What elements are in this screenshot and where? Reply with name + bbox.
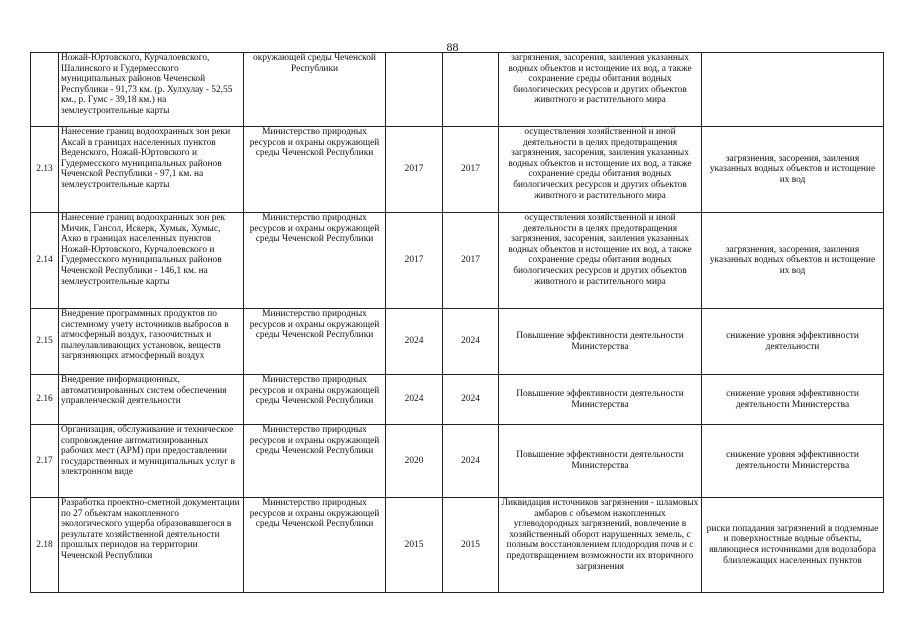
end-year — [443, 53, 499, 127]
expected-result: Повышение эффективности деятельности Министерства — [499, 309, 702, 375]
measures-table — [30, 52, 884, 593]
measure-name: Нанесение границ водоохранных зон реки Аксай в границах населенных пунктов Веденского, Ножай-Юртовского и Гудермесского муниципальных районов Чеченской Республики - 97,1 км. на землеустроительные карты — [59, 127, 244, 213]
row-number: 2.13 — [31, 127, 59, 213]
executor: Министерство природных ресурсов и охраны окружающей среды Чеченской Республики — [244, 375, 386, 425]
risk: снижение уровня эффективности деятельности Министерства — [702, 425, 884, 498]
expected-result: загрязнения, засорения, заиления указанных водных объектов и истощение их вод, а также сохранение среды обитания водных биологических ресурсов и других объектов животного и растительного мира — [499, 53, 702, 127]
row-number — [31, 53, 59, 127]
row-number: 2.17 — [31, 425, 59, 498]
start-year: 2024 — [386, 375, 443, 425]
measure-name: Разработка проектно-сметной документации по 27 объектам накопленного экологического ущерба образовавшегося в результате хозяйственной деятельности прошлых периодов на территории Чеченской Республики — [59, 498, 244, 593]
risk: снижение уровня эффективности деятельности Министерства — [702, 375, 884, 425]
measure-name: Нанесение границ водоохранных зон рек Мичик, Гансол, Искерк, Хумык, Хумыс, Ахко в границах населенных пунктов Ножай-Юртовского, Курчалоевского и Гудермесского муниципальных районов Чеченской Республики - 146,1 км. на землеустроительные карты — [59, 213, 244, 309]
expected-result: Повышение эффективности деятельности Министерства — [499, 425, 702, 498]
executor: Министерство природных ресурсов и охраны окружающей среды Чеченской Республики — [244, 498, 386, 593]
table-row — [31, 375, 884, 425]
expected-result: осуществления хозяйственной и иной деятельности в целях предотвращения загрязнения, засорения, заиления указанных водных объектов и истощение их вод, а также сохранение среды обитания водных биологических ресурсов и других объектов животного и растительного мира — [499, 127, 702, 213]
executor: Министерство природных ресурсов и охраны окружающей среды Чеченской Республики — [244, 127, 386, 213]
start-year — [386, 53, 443, 127]
executor: окружающей среды Чеченской Республики — [244, 53, 386, 127]
risk: загрязнения, засорения, заиления указанных водных объектов и истощение их вод — [702, 213, 884, 309]
risk — [702, 53, 884, 127]
table-row — [31, 425, 884, 498]
measure-name: Организация, обслуживание и техническое сопровождение автоматизированных рабочих мест (АРМ) при предоставлении государственных и муниципальных услуг в электронном виде — [59, 425, 244, 498]
row-number: 2.18 — [31, 498, 59, 593]
start-year: 2020 — [386, 425, 443, 498]
end-year: 2017 — [443, 127, 499, 213]
end-year: 2024 — [443, 309, 499, 375]
expected-result: Ликвидация источников загрязнения - шламовых амбаров с объемом накопленных углеводородных загрязнений, вовлечение в хозяйственный оборот нарушенных земель, с полным восстановлением плодородия почв и с предотвращением возможности их вторичного загрязнения — [499, 498, 702, 593]
measure-name: Внедрение информационных, автоматизированных систем обеспечения управленческой деятельности — [59, 375, 244, 425]
risk: риски попадания загрязнений в подземные и поверхностные водные объекты, являющиеся источниками для водозабора близлежащих населенных пунктов — [702, 498, 884, 593]
executor: Министерство природных ресурсов и охраны окружающей среды Чеченской Республики — [244, 425, 386, 498]
risk: снижение уровня эффективности деятельности — [702, 309, 884, 375]
start-year: 2017 — [386, 213, 443, 309]
end-year: 2015 — [443, 498, 499, 593]
row-number: 2.14 — [31, 213, 59, 309]
table-row — [31, 498, 884, 593]
executor: Министерство природных ресурсов и охраны окружающей среды Чеченской Республики — [244, 213, 386, 309]
expected-result: осуществления хозяйственной и иной деятельности в целях предотвращения загрязнения, засорения, заиления указанных водных объектов и истощение их вод, а также сохранение среды обитания водных биологических ресурсов и других объектов животного и растительного мира — [499, 213, 702, 309]
measure-name: Ножай-Юртовского, Курчалоевского, Шалинского и Гудермесского муниципальных районов Чеченской Республики - 91,73 км. (р. Хулхулау - 52,55 км., р. Гумс - 39,18 км.) на землеустроительные карты — [59, 53, 244, 127]
start-year: 2024 — [386, 309, 443, 375]
start-year: 2017 — [386, 127, 443, 213]
end-year: 2017 — [443, 213, 499, 309]
expected-result: Повышение эффективности деятельности Министерства — [499, 375, 702, 425]
table-row — [31, 213, 884, 309]
row-number: 2.15 — [31, 309, 59, 375]
page-number: 88 — [446, 40, 459, 54]
end-year: 2024 — [443, 375, 499, 425]
table-row — [31, 309, 884, 375]
table-row — [31, 53, 884, 127]
executor: Министерство природных ресурсов и охраны окружающей среды Чеченской Республики — [244, 309, 386, 375]
table-row — [31, 127, 884, 213]
end-year: 2024 — [443, 425, 499, 498]
risk: загрязнения, засорения, заиления указанных водных объектов и истощение их вод — [702, 127, 884, 213]
row-number: 2.16 — [31, 375, 59, 425]
measure-name: Внедрение программных продуктов по системному учету источников выбросов в атмосферный воздух, газоочистных и пылеулавливающих установок, веществ загрязняющих атмосферный воздух — [59, 309, 244, 375]
start-year: 2015 — [386, 498, 443, 593]
